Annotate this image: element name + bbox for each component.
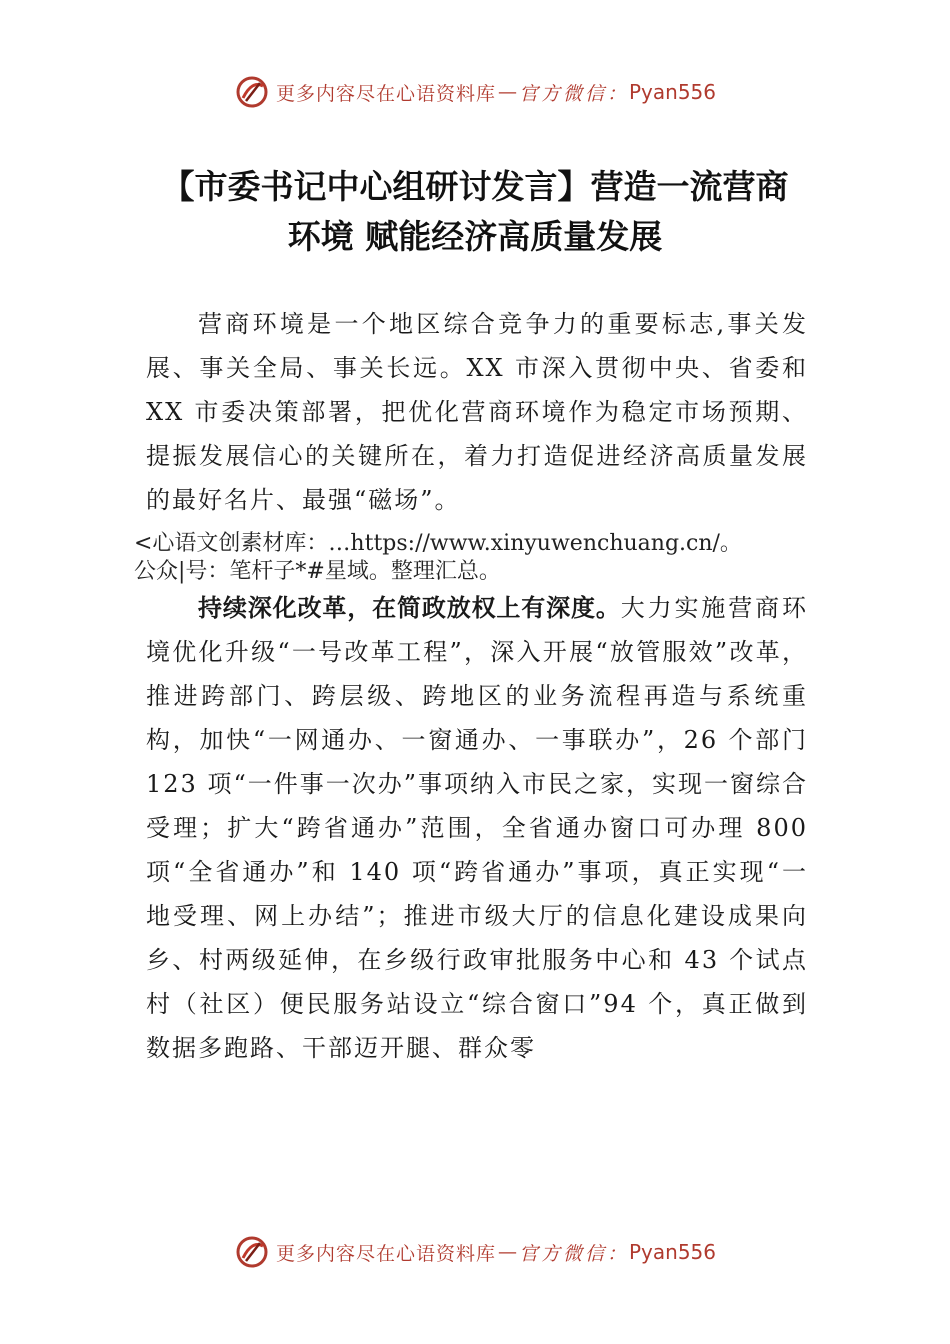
paragraph-reform-lead: 持续深化改革，在简政放权上有深度。 bbox=[198, 594, 621, 622]
watermark-text: 更多内容尽在心语资料库 bbox=[275, 1242, 496, 1265]
watermark-dash: — bbox=[497, 1241, 517, 1263]
watermark-dash: — bbox=[497, 81, 517, 103]
document-title bbox=[120, 162, 830, 262]
paragraph-intro: 营商环境是一个地区综合竞争力的重要标志,事关发展、事关全局、事关长远。XX 市深入贯彻中央、省委和 XX 市委决策部署，把优化营商环境作为稳定市场预期、提振发展信心的关键所在，着力打造促进经济高质量发展的最好名片、最强“磁场”。 bbox=[146, 310, 808, 514]
source-note-line-2: 公众|号：笔杆子*#星域。整理汇总。 bbox=[134, 559, 501, 584]
brand-logo-icon bbox=[234, 74, 270, 110]
title-line-1: 【市委书记中心组研讨发言】营造一流营商 bbox=[161, 167, 789, 206]
watermark-header bbox=[0, 74, 950, 110]
watermark-text: 更多内容尽在心语资料库 bbox=[275, 82, 496, 105]
watermark-wechat-id: Pyan556 bbox=[629, 80, 717, 104]
source-note-line-1: <心语文创素材库：…https://www.xinyuwenchuang.cn/。 bbox=[134, 531, 742, 556]
brand-logo-icon bbox=[234, 1234, 270, 1270]
title-line-2: 环境 赋能经济高质量发展 bbox=[287, 217, 663, 256]
watermark-wechat-id: Pyan556 bbox=[629, 1240, 717, 1264]
watermark-footer bbox=[0, 1234, 950, 1270]
source-note bbox=[134, 530, 834, 586]
paragraph-reform bbox=[146, 586, 808, 1070]
paragraph-reform-body: 大力实施营商环境优化升级“一号改革工程”，深入开展“放管服效”改革，推进跨部门、跨层级、跨地区的业务流程再造与系统重构，加快“一网通办、一窗通办、一事联办”，26 个部门 123 项“一件事一次办”事项纳入市民之家，实现一窗综合受理；扩大“跨省通办”范围，全省通办窗口可办理 800 项“全省通办”和 140 项“跨省通办”事项，真正实现“一地受理、网上办结”；推进市级大厅的信息化建设成果向乡、村两级延伸，在乡级行政审批服务中心和 43 个试点村（社区）便民服务站设立“综合窗口”94 个，真正做到数据多跑路、干部迈开腿、群众零 bbox=[146, 594, 808, 1062]
watermark-label: 官方微信： bbox=[518, 1242, 629, 1265]
watermark-label: 官方微信： bbox=[518, 82, 629, 105]
